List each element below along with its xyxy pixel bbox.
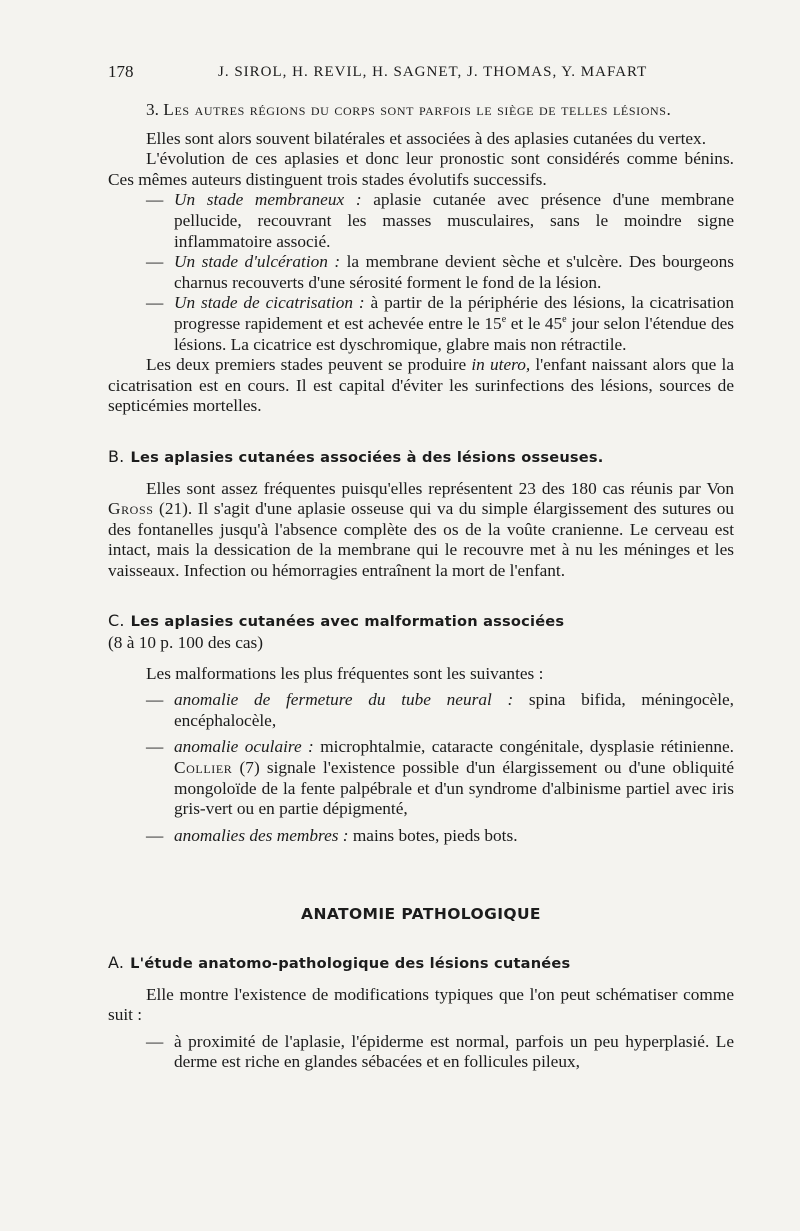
paragraph: L'évolution de ces aplasies et donc leur pronostic sont considérés comme bénins. Ces mêmes auteurs distinguent trois stades évolutifs successifs. xyxy=(108,149,734,189)
running-head-authors: J. SIROL, H. REVIL, H. SAGNET, J. THOMAS, Y. MAFART xyxy=(218,64,648,80)
anatomie-title: ANATOMIE PATHOLOGIQUE xyxy=(301,905,541,924)
list-item: — à proximité de l'aplasie, l'épiderme est normal, parfois un peu hyperplasié. Le derme est riche en glandes sébacées et en follicules pileux, xyxy=(146,1031,734,1072)
paragraph: Les malformations les plus fréquentes sont les suivantes : xyxy=(146,663,544,683)
section-3-heading: 3. Les autres régions du corps sont parfois le siège de telles lésions. xyxy=(146,100,672,119)
list-item: — Un stade d'ulcération : la membrane devient sèche et s'ulcère. Des bourgeons charnus recouverts d'une sérosité forment le fond de la lésion. xyxy=(146,252,734,292)
list-item: — Un stade de cicatrisation : à partir de la périphérie des lésions, la cicatrisation progresse rapidement et est achevée entre le 15e et le 45e jour selon l'étendue des lésions. La cicatrice est dyschromique, glabre mais non rétractile. xyxy=(146,293,734,354)
paragraph: Elles sont assez fréquentes puisqu'elles représentent 23 des 180 cas réunis par Von Gross (21). Il s'agit d'une aplasie osseuse qui va du simple élargissement des sutures ou des fontanelles jusqu'à l'absence complète des os de la voûte cranienne. Le cerveau est intact, mais la dessication de la membrane qui le recouvre met à nu les méninges et les vaisseaux. Infection ou hémorragies entraînent la mort de l'enfant. xyxy=(108,478,734,580)
paragraph: Elles sont alors souvent bilatérales et associées à des aplasies cutanées du vertex. xyxy=(146,128,707,148)
section-b-heading: B. Les aplasies cutanées associées à des lésions osseuses. xyxy=(108,446,604,466)
list-item: — anomalies des membres : mains botes, pieds bots. xyxy=(146,825,518,845)
list-item: — Un stade membraneux : aplasie cutanée avec présence d'une membrane pellucide, recouvrant les masses musculaires, sans le moindre signe inflammatoire associé. xyxy=(146,190,734,251)
paragraph: Les deux premiers stades peuvent se produire in utero, l'enfant naissant alors que la cicatrisation est en cours. Il est capital d'éviter les surinfections des lésions, sources de septicémies mortelles. xyxy=(108,355,735,416)
list-item: — anomalie oculaire : microphtalmie, cataracte congénitale, dysplasie rétinienne. Collier (7) signale l'existence possible d'un élargissement ou d'une obliquité mongoloïde de la fente palpébrale et d'un syndrome d'albinisme partiel avec iris gris-vert ou en partie dépigmenté, xyxy=(146,737,734,819)
body-text xyxy=(108,100,734,1073)
section-a-heading: A. L'étude anatomo-pathologique des lésions cutanées xyxy=(108,953,571,972)
page-number: 178 xyxy=(108,62,134,81)
section-c-subtitle: (8 à 10 p. 100 des cas) xyxy=(108,633,264,653)
list-item: — anomalie de fermeture du tube neural : spina bifida, méningocèle, encéphalocèle, xyxy=(146,690,734,730)
section-c-heading: C. Les aplasies cutanées avec malformation associées xyxy=(108,611,565,631)
paragraph: Elle montre l'existence de modifications typiques que l'on peut schématiser comme suit : xyxy=(108,984,734,1025)
